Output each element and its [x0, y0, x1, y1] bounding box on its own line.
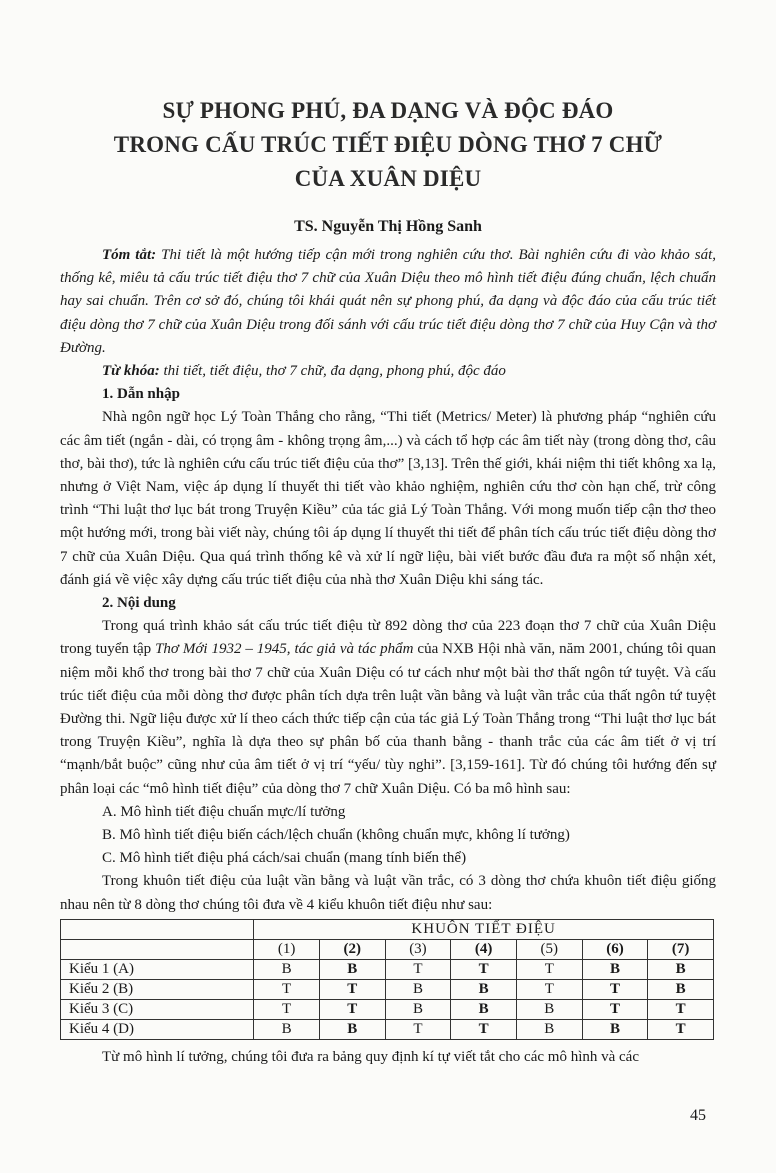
keywords: [60, 360, 716, 383]
table-cell: B: [516, 999, 582, 1019]
column-header: (5): [516, 939, 582, 959]
title-line-2: TRONG CẤU TRÚC TIẾT ĐIỆU DÒNG THƠ 7 CHỮ: [113, 132, 663, 157]
section-1-paragraph: Nhà ngôn ngữ học Lý Toàn Thắng cho rằng, “Thi tiết (Metrics/ Meter) là phương pháp “nghiên cứu các âm tiết (ngắn - dài, có trọng âm - không trọng âm,...) và cách tổ hợp các âm tiết này (trong dòng thơ, câu thơ, bài thơ), tức là nghiên cứu cấu trúc tiết điệu của thơ” [3,13]. Trên thế giới, khái niệm thi tiết không xa lạ, nhưng ở Việt Nam, việc áp dụng lí thuyết thi tiết vào khảo nghiệm, nghiên cứu thơ còn hạn chế, trừ công trình “Thi luật thơ lục bát trong Truyện Kiều” của tác giả Lý Toàn Thắng. Với mong muốn tiếp cận thơ theo một hướng mới, trong bài viết này, chúng tôi áp dụng lí thuyết thi tiết để phân tích cấu trúc tiết điệu dòng thơ 7 chữ của Xuân Diệu. Qua quá trình thống kê và xử lí ngữ liệu, bài viết bước đầu đưa ra một số nhận xét, đánh giá về việc xây dựng cấu trúc tiết điệu của nhà thơ Xuân Diệu khi sáng tác.: [60, 409, 716, 588]
p1-part-a: Trong quá trình khảo sát cấu trúc tiết điệu từ 892 dòng thơ của 223 đoạn thơ 7 chữ của Xuân Diệu trong tuyển tập: [60, 618, 716, 658]
model-list-item-b: B. Mô hình tiết điệu biến cách/lệch chuẩn (không chuẩn mực, không lí tưởng): [102, 827, 570, 844]
section-1-heading: 1. Dẫn nhập: [102, 386, 180, 403]
column-header: (1): [254, 939, 320, 959]
table-header: KHUÔN TIẾT ĐIỆU: [254, 919, 714, 939]
table-cell: T: [582, 979, 648, 999]
column-header: (4): [451, 939, 517, 959]
table-cell: B: [385, 979, 451, 999]
table-cell: B: [648, 979, 714, 999]
table-cell: B: [582, 1019, 648, 1039]
abstract: [60, 244, 716, 360]
table-cell: T: [451, 959, 517, 979]
section-2-heading: 2. Nội dung: [102, 595, 176, 612]
model-list-item-c: C. Mô hình tiết điệu phá cách/sai chuẩn (mang tính biến thể): [102, 850, 467, 867]
table-row: [61, 979, 714, 999]
table-cell: T: [254, 979, 320, 999]
section-2-paragraph-1: [60, 615, 716, 801]
table-cell: B: [582, 959, 648, 979]
rhythm-table: [60, 919, 714, 1040]
row-label: Kiểu 1 (A): [61, 959, 254, 979]
table-cell: B: [451, 999, 517, 1019]
table-cell: T: [582, 999, 648, 1019]
book-title: Thơ Mới 1932 – 1945, tác giả và tác phẩm: [155, 641, 414, 658]
table-cell: B: [254, 1019, 320, 1039]
table-columns-row: [61, 939, 714, 959]
article-title: [60, 94, 716, 196]
table-cell: T: [648, 1019, 714, 1039]
row-label: Kiểu 4 (D): [61, 1019, 254, 1039]
paper-page: [60, 0, 716, 1069]
table-cell: T: [385, 1019, 451, 1039]
table-cell: B: [254, 959, 320, 979]
table-row: [61, 999, 714, 1019]
keywords-text: thi tiết, tiết điệu, thơ 7 chữ, đa dạng, phong phú, độc đáo: [159, 363, 506, 380]
table-cell: B: [451, 979, 517, 999]
section-2-paragraph-2: Trong khuôn tiết điệu của luật vần bằng và luật vần trắc, có 3 dòng thơ chứa khuôn tiết điệu giống nhau nên từ 8 dòng thơ chúng tôi đưa về 4 kiểu khuôn tiết điệu như sau:: [60, 873, 716, 913]
table-cell: T: [451, 1019, 517, 1039]
table-corner-cell: [61, 939, 254, 959]
closing-paragraph: Từ mô hình lí tưởng, chúng tôi đưa ra bảng quy định kí tự viết tắt cho các mô hình và các: [102, 1048, 639, 1065]
column-header: (7): [648, 939, 714, 959]
table-cell: B: [516, 1019, 582, 1039]
abstract-text: Thi tiết là một hướng tiếp cận mới trong nghiên cứu thơ. Bài nghiên cứu đi vào khảo sát, thống kê, miêu tả cấu trúc tiết điệu thơ 7 chữ của Xuân Diệu theo mô hình tiết điệu đúng chuẩn, lệch chuẩn hay sai chuẩn. Trên cơ sở đó, chúng tôi khái quát nên sự phong phú, đa dạng và độc đáo của cấu trúc tiết điệu dòng thơ 7 chữ của Xuân Diệu trong đối sánh với cấu trúc tiết điệu dòng thơ 7 chữ của Huy Cận và thơ Đường.: [60, 247, 716, 356]
table-cell: T: [254, 999, 320, 1019]
title-line-1: SỰ PHONG PHÚ, ĐA DẠNG VÀ ĐỘC ĐÁO: [162, 98, 614, 123]
table-cell: T: [648, 999, 714, 1019]
row-label: Kiểu 2 (B): [61, 979, 254, 999]
table-corner-cell: [61, 919, 254, 939]
abstract-label: Tóm tắt:: [102, 247, 157, 263]
column-header: (3): [385, 939, 451, 959]
table-cell: B: [319, 959, 385, 979]
table-header-row: [61, 919, 714, 939]
table-cell: T: [516, 979, 582, 999]
p1-part-b: của NXB Hội nhà văn, năm 2001, chúng tôi quan niệm mỗi khổ thơ trong bài thơ 7 chữ của Xuân Diệu có tư cách như một bài thơ thất ngôn tứ tuyệt. Và cấu trúc tiết điệu của mỗi dòng thơ được phân tích dựa trên luật vần bằng và luật vần trắc của thất ngôn tứ tuyệt Đường thi. Ngữ liệu được xử lí theo cách thức tiếp cận của tác giả Lý Toàn Thắng trong “Thi luật thơ lục bát trong Truyện Kiều”, nghĩa là dựa theo sự phân bố của thanh bằng - thanh trắc của các âm tiết ở vị trí “mạnh/bắt buộc” cũng như của âm tiết ở vị trí “yếu/ tùy nghi”. [3,159-161]. Từ đó chúng tôi hướng đến sự phân loại các “mô hình tiết điệu” của dòng thơ 7 chữ Xuân Diệu. Có ba mô hình sau:: [60, 641, 716, 797]
model-list-item-a: A. Mô hình tiết điệu chuẩn mực/lí tưởng: [102, 803, 346, 820]
column-header: (6): [582, 939, 648, 959]
table-cell: B: [648, 959, 714, 979]
table-cell: T: [319, 999, 385, 1019]
column-header: (2): [319, 939, 385, 959]
table-cell: B: [385, 999, 451, 1019]
title-line-3: CỦA XUÂN DIỆU: [294, 166, 482, 191]
table-row: [61, 959, 714, 979]
row-label: Kiểu 3 (C): [61, 999, 254, 1019]
table-cell: B: [319, 1019, 385, 1039]
keywords-label: Từ khóa:: [102, 363, 160, 380]
table-cell: T: [385, 959, 451, 979]
table-row: [61, 1019, 714, 1039]
table-cell: T: [516, 959, 582, 979]
page-number: 45: [690, 1107, 706, 1124]
author: TS. Nguyễn Thị Hồng Sanh: [294, 218, 482, 235]
table-cell: T: [319, 979, 385, 999]
